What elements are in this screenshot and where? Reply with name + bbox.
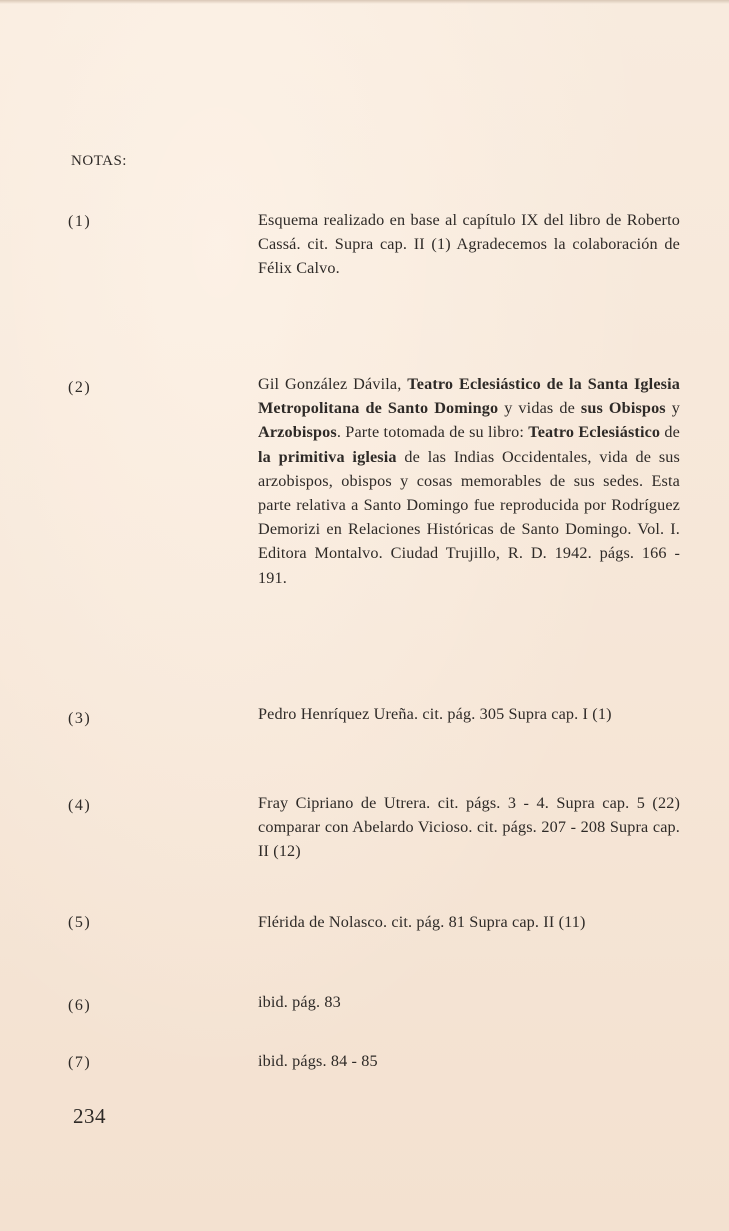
note-number-2: (2) bbox=[68, 379, 92, 396]
note-2-segment: de las Indias Occidentales, vida de sus arzobispos, obispos y cosas memorables de sus sedes. Esta parte relativa a Santo Domingo fue reproducida por Rodríguez Demorizi en Relaciones Históricas de Santo Domingo. Vol. I. Editora Montalvo. Ciudad Trujillo, R. D. 1942. págs. 166 - 191. bbox=[258, 447, 680, 587]
note-number-5: (5) bbox=[68, 914, 92, 931]
note-text-3: Pedro Henríquez Ureña. cit. pág. 305 Supra cap. I (1) bbox=[258, 705, 612, 723]
page-number: 234 bbox=[73, 1104, 106, 1128]
note-text-7: ibid. págs. 84 - 85 bbox=[258, 1052, 378, 1070]
note-2-segment: y vidas de bbox=[498, 399, 581, 418]
note-2-segment-bold: Teatro Eclesiástico bbox=[528, 423, 661, 442]
note-2-segment: de bbox=[660, 423, 680, 442]
note-2-segment: . Parte totomada de su libro: bbox=[336, 423, 529, 442]
note-2-segment-bold: Arzobispos bbox=[258, 423, 337, 442]
note-text-4: Fray Cipriano de Utrera. cit. págs. 3 - 4. Supra cap. 5 (22) comparar con Abelardo Vicioso. cit. págs. 207 - 208 Supra cap. II (12) bbox=[258, 794, 680, 861]
note-2-segment-bold: la primitiva iglesia bbox=[258, 447, 397, 466]
note-2-segment: Gil González Dávila, bbox=[258, 375, 408, 393]
note-number-3: (3) bbox=[68, 710, 92, 727]
note-number-1: (1) bbox=[68, 213, 92, 230]
note-number-6: (6) bbox=[68, 997, 92, 1014]
note-number-4: (4) bbox=[68, 797, 92, 814]
note-number-7: (7) bbox=[68, 1054, 92, 1071]
note-2-segment-bold: sus Obispos bbox=[580, 399, 666, 418]
note-text-5: Flérida de Nolasco. cit. pág. 81 Supra cap. II (11) bbox=[258, 913, 586, 931]
note-2-segment: y bbox=[665, 399, 680, 418]
notes-heading: NOTAS: bbox=[71, 153, 127, 169]
note-text-6: ibid. pág. 83 bbox=[258, 993, 341, 1011]
note-text-2 bbox=[258, 372, 680, 590]
page-top-edge bbox=[0, 0, 729, 4]
note-text-1: Esquema realizado en base al capítulo IX del libro de Roberto Cassá. cit. Supra cap. II (1) Agradecemos la colaboración de Félix Calvo. bbox=[258, 211, 680, 278]
note-2-title-bold: Teatro Eclesiástico de la Santa Iglesia Metropolitana de Santo Domingo bbox=[258, 375, 680, 418]
